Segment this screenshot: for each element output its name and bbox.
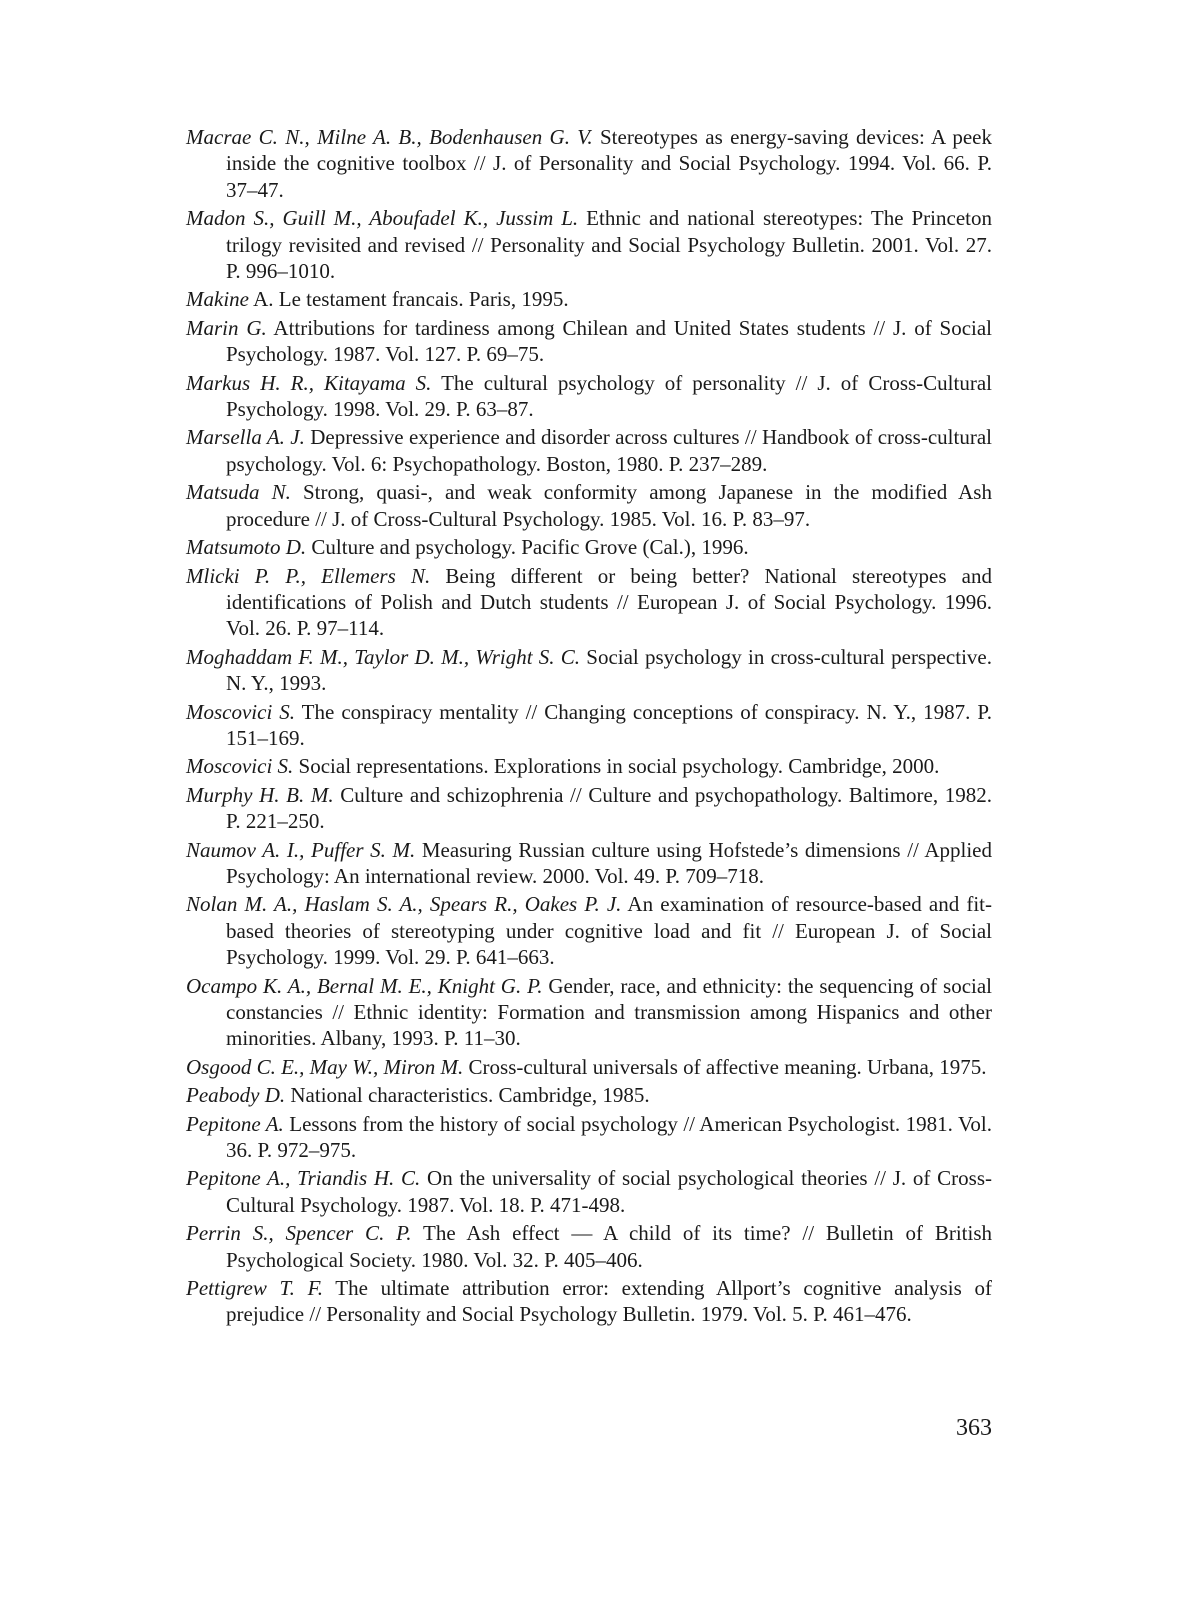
reference-entry — [186, 286, 992, 312]
reference-entry — [186, 973, 992, 1052]
reference-entry — [186, 1054, 992, 1080]
reference-authors: Pepitone A., Triandis H. C. — [186, 1166, 421, 1191]
reference-authors: Peabody D. — [186, 1083, 286, 1108]
reference-authors: Nolan M. A., Haslam S. A., Spears R., Oakes P. J. — [186, 892, 622, 917]
reference-entry — [186, 1165, 992, 1218]
reference-text: Gender, race, and ethnicity: the sequencing of social constancies // Ethnic identity: Formation and transmission among Hispanics and other minorities. Albany, 1993. P. 11–30. — [226, 973, 993, 1051]
reference-text: Culture and psychology. Pacific Grove (Cal.), 1996. — [306, 535, 749, 560]
reference-authors: Moghaddam F. M., Taylor D. M., Wright S. C. — [186, 644, 581, 669]
reference-authors: Murphy H. B. M. — [186, 782, 334, 807]
reference-entry — [186, 753, 992, 779]
reference-entry — [186, 1111, 992, 1164]
reference-list — [186, 124, 992, 1330]
reference-entry — [186, 563, 992, 642]
reference-entry — [186, 315, 992, 368]
reference-authors: Markus H. R., Kitayama S. — [186, 370, 432, 395]
reference-entry — [186, 1082, 992, 1108]
reference-authors: Matsumoto D. — [186, 535, 307, 560]
reference-authors: Moscovici S. — [186, 699, 296, 724]
reference-authors: Moscovici S. — [186, 754, 294, 779]
page-number: 363 — [956, 1415, 992, 1441]
reference-text: Strong, quasi-, and weak conformity among Japanese in the modified Ash procedure // J. of Cross-Cultural Psychology. 1985. Vol. 16. P. 83–97. — [226, 480, 992, 531]
reference-text: On the universality of social psychological theories // J. of Cross-Cultural Psychology. 1987. Vol. 18. P. 471-498. — [226, 1166, 993, 1217]
reference-text: Culture and schizophrenia // Culture and psychopathology. Baltimore, 1982. P. 221–250. — [226, 782, 992, 834]
reference-entry — [186, 837, 992, 890]
reference-authors: Pepitone A. — [186, 1111, 284, 1136]
reference-authors: Mlicki P. P., Ellemers N. — [186, 563, 431, 588]
reference-entry — [186, 124, 992, 203]
reference-entry — [186, 479, 992, 532]
reference-entry — [186, 370, 992, 423]
reference-authors: Naumov A. I., Puffer S. M. — [186, 837, 416, 862]
reference-text: Lessons from the history of social psychology // American Psychologist. 1981. Vol. 36. P. 972–975. — [226, 1111, 993, 1163]
reference-text: Social representations. Explorations in social psychology. Cambridge, 2000. — [293, 754, 940, 779]
reference-authors: Marsella A. J. — [186, 425, 305, 450]
reference-text: A. Le testament francais. Paris, 1995. — [248, 287, 569, 312]
reference-text: Measuring Russian culture using Hofstede’s dimensions // Applied Psychology: An international review. 2000. Vol. 49. P. 709–718. — [226, 837, 992, 888]
reference-authors: Ocampo K. A., Bernal M. E., Knight G. P. — [186, 973, 543, 998]
reference-authors: Makine — [186, 287, 249, 312]
reference-entry — [186, 699, 992, 752]
reference-text: National characteristics. Cambridge, 1985. — [285, 1083, 650, 1108]
reference-text: Depressive experience and disorder across cultures // Handbook of cross-cultural psychology. Vol. 6: Psychopathology. Boston, 1980. P. 237–289. — [226, 425, 992, 476]
reference-authors: Madon S., Guill M., Aboufadel K., Jussim L. — [186, 206, 579, 231]
reference-entry — [186, 782, 992, 835]
reference-authors: Matsuda N. — [186, 480, 291, 505]
reference-entry — [186, 424, 992, 477]
reference-text: Cross-cultural universals of affective meaning. Urbana, 1975. — [463, 1054, 987, 1079]
reference-text: Stereotypes as energy-saving devices: A peek inside the cognitive toolbox // J. of Personality and Social Psychology. 1994. Vol. 66. P. 37–47. — [226, 125, 992, 202]
reference-text: The ultimate attribution error: extending Allport’s cognitive analysis of prejudice // Personality and Social Psychology Bulletin. 1979. Vol. 5. P. 461–476. — [226, 1276, 992, 1327]
reference-entry — [186, 1220, 992, 1273]
reference-entry — [186, 205, 992, 284]
reference-text: Being different or being better? National stereotypes and identifications of Polish and Dutch students // European J. of Social Psychology. 1996. Vol. 26. P. 97–114. — [226, 563, 992, 641]
reference-text: The Ash effect — A child of its time? // Bulletin of British Psychological Society. 1980. Vol. 32. P. 405–406. — [226, 1221, 992, 1272]
reference-entry — [186, 1275, 992, 1328]
reference-text: The cultural psychology of personality // J. of Cross-Cultural Psychology. 1998. Vol. 29. P. 63–87. — [226, 370, 992, 422]
reference-text: Attributions for tardiness among Chilean and United States students // J. of Social Psychology. 1987. Vol. 127. P. 69–75. — [226, 315, 993, 367]
reference-entry — [186, 644, 992, 697]
reference-text: The conspiracy mentality // Changing conceptions of conspiracy. N. Y., 1987. P. 151–169. — [226, 699, 993, 750]
reference-authors: Perrin S., Spencer C. P. — [186, 1221, 412, 1246]
reference-text: Social psychology in cross-cultural perspective. N. Y., 1993. — [226, 644, 992, 696]
reference-entry — [186, 534, 992, 560]
reference-entry — [186, 891, 992, 970]
reference-authors: Osgood C. E., May W., Miron M. — [186, 1054, 464, 1079]
reference-authors: Pettigrew T. F. — [186, 1276, 323, 1301]
reference-text: An examination of resource-based and fit-based theories of stereotyping under cognitive load and fit // European J. of Social Psychology. 1999. Vol. 29. P. 641–663. — [226, 892, 992, 970]
reference-text: Ethnic and national stereotypes: The Princeton trilogy revisited and revised // Personality and Social Psychology Bulletin. 2001. Vol. 27. P. 996–1010. — [226, 206, 992, 284]
reference-authors: Marin G. — [186, 315, 267, 340]
reference-authors: Macrae C. N., Milne A. B., Bodenhausen G. V. — [186, 125, 593, 149]
